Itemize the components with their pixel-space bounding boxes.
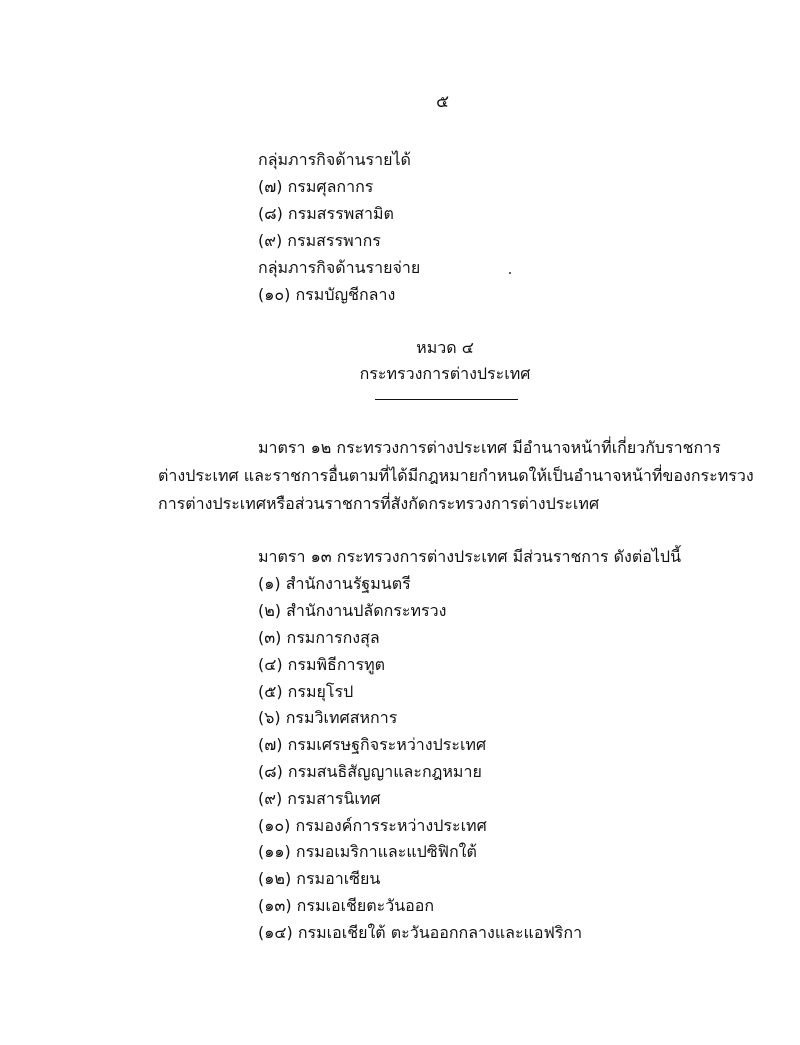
list-item: (๕) กรมยุโรป bbox=[258, 682, 354, 701]
chapter-title: กระทรวงการต่างประเทศ bbox=[359, 364, 531, 383]
list-item: (๙) กรมสรรพากร bbox=[258, 231, 381, 250]
list-item: (๙) กรมสารนิเทศ bbox=[258, 789, 381, 808]
list-item: (๓) กรมการกงสุล bbox=[258, 628, 380, 647]
chapter-divider bbox=[375, 399, 518, 400]
stray-mark bbox=[509, 272, 511, 274]
list-item: (๑๓) กรมเอเชียตะวันออก bbox=[258, 896, 435, 915]
group-expense-heading: กลุ่มภารกิจด้านรายจ่าย bbox=[258, 258, 421, 277]
list-item: (๑) สำนักงานรัฐมนตรี bbox=[258, 574, 411, 593]
list-item: (๑๐) กรมองค์การระหว่างประเทศ bbox=[258, 816, 487, 835]
list-item: (๘) กรมสรรพสามิต bbox=[258, 204, 394, 223]
list-item: (๖) กรมวิเทศสหการ bbox=[258, 708, 398, 727]
list-item: (๒) สำนักงานปลัดกระทรวง bbox=[258, 601, 447, 620]
chapter-number: หมวด ๔ bbox=[416, 338, 474, 357]
section-13-intro: มาตรา ๑๓ กระทรวงการต่างประเทศ มีส่วนราชการ ดังต่อไปนี้ bbox=[258, 547, 681, 566]
section-12-line-2: ต่างประเทศ และราชการอื่นตามที่ได้มีกฎหมายกำหนดให้เป็นอำนาจหน้าที่ของกระทรวง bbox=[158, 466, 754, 485]
list-item: (๑๐) กรมบัญชีกลาง bbox=[258, 285, 396, 304]
list-item: (๗) กรมศุลกากร bbox=[258, 177, 374, 196]
page-number: ๕ bbox=[436, 92, 449, 112]
list-item: (๑๒) กรมอาเซียน bbox=[258, 869, 381, 888]
list-item: (๑๔) กรมเอเชียใต้ ตะวันออกกลางและแอฟริกา bbox=[258, 923, 583, 942]
list-item: (๔) กรมพิธีการทูต bbox=[258, 655, 386, 674]
section-12-line-1: มาตรา ๑๒ กระทรวงการต่างประเทศ มีอำนาจหน้าที่เกี่ยวกับราชการ bbox=[258, 438, 721, 457]
section-12-line-3: การต่างประเทศหรือส่วนราชการที่สังกัดกระทรวงการต่างประเทศ bbox=[158, 494, 600, 513]
list-item: (๘) กรมสนธิสัญญาและกฎหมาย bbox=[258, 762, 482, 781]
group-income-heading: กลุ่มภารกิจด้านรายได้ bbox=[258, 150, 411, 169]
list-item: (๑๑) กรมอเมริกาและแปซิฟิกใต้ bbox=[258, 842, 477, 861]
list-item: (๗) กรมเศรษฐกิจระหว่างประเทศ bbox=[258, 735, 487, 754]
